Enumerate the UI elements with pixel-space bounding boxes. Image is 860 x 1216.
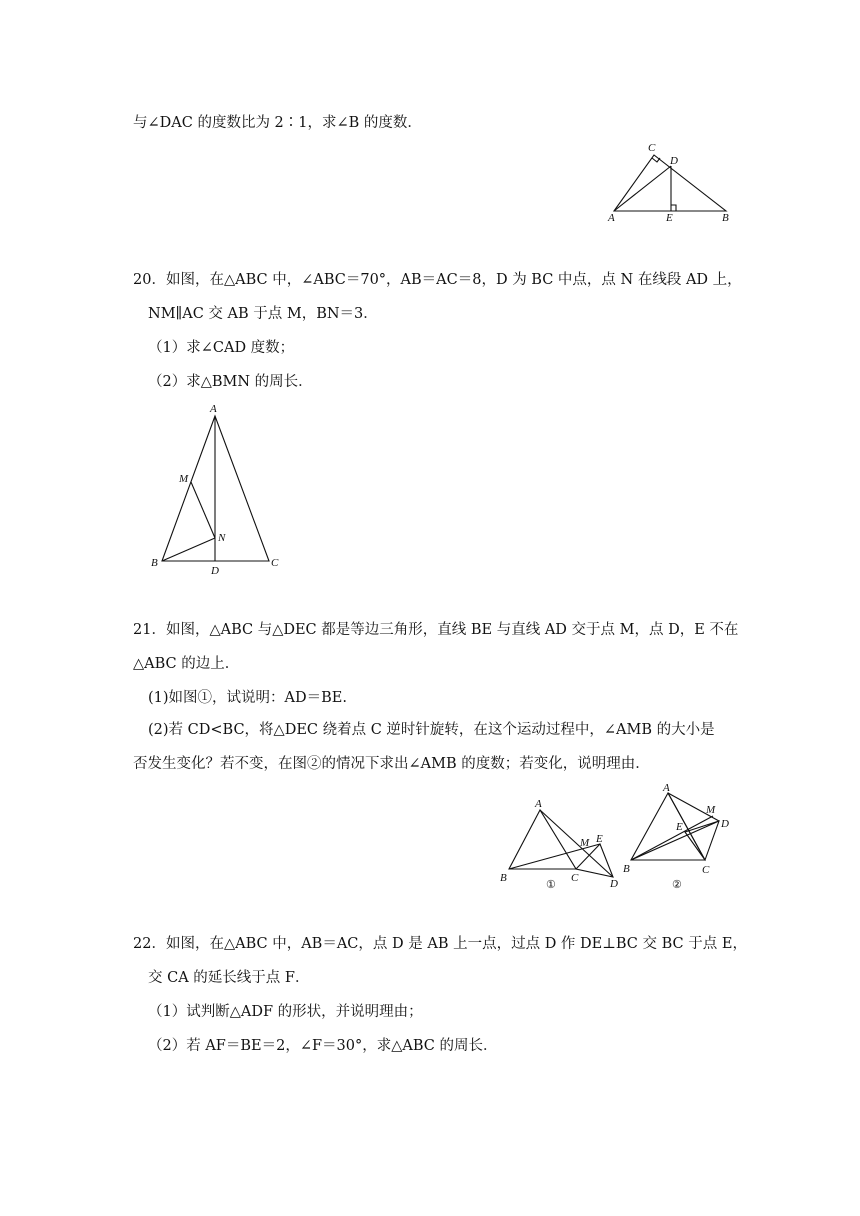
q20-sub2: （2）求△BMN 的周长．	[148, 374, 313, 390]
q21-fig2-label-c: C	[702, 864, 710, 876]
q19-label-c: C	[648, 142, 656, 154]
q20-label-n: N	[218, 532, 226, 544]
q21-figure-1	[500, 798, 618, 891]
q20-label-m: M	[179, 473, 189, 485]
q20-label-a: A	[210, 403, 217, 415]
q21-fig1-label-e: E	[596, 833, 603, 845]
q20-label-b: B	[151, 557, 158, 569]
q21-fig2-label-b: B	[623, 863, 630, 875]
q21-fig2-label-a: A	[663, 782, 670, 794]
q21-fig1-caption: ①	[546, 879, 556, 891]
q21-fig1-label-m: M	[580, 837, 590, 849]
q22-sub1: （1）试判断△ADF 的形状，并说明理由；	[148, 1004, 423, 1020]
q21-fig1-label-b: B	[500, 872, 507, 884]
q19-figure	[602, 140, 742, 230]
q21-sub2-line1: (2)若 CD<BC，将△DEC 绕着点 C 逆时针旋转，在这个运动过程中，∠AMB 的大小是	[148, 722, 715, 738]
q20-segment-bn	[162, 538, 215, 561]
q21-fig2-segment-bd	[631, 821, 719, 860]
q19-label-b: B	[722, 212, 729, 224]
q21-fig1-label-a: A	[535, 798, 542, 810]
q21-sub1: (1)如图①，试说明：AD＝BE.	[148, 690, 347, 706]
q19-label-e: E	[666, 212, 673, 224]
q21-fig2-label-e: E	[676, 821, 683, 833]
q22-text-line1: 22．如图，在△ABC 中，AB＝AC，点 D 是 AB 上一点，过点 D 作 DE⊥BC 交 BC 于点 E，	[133, 936, 747, 952]
q21-figures	[495, 780, 745, 892]
q19-right-angle-e	[671, 205, 676, 211]
q20-sub1: （1）求∠CAD 度数；	[148, 340, 295, 356]
q19-text-tail: 与∠DAC 的度数比为 2∶1，求∠B 的度数．	[133, 115, 422, 131]
q21-fig1-label-d: D	[610, 878, 618, 890]
q19-segment-ad	[614, 166, 671, 211]
q20-figure	[145, 400, 295, 580]
q21-fig2-caption: ②	[672, 879, 682, 891]
q21-fig2-label-d: D	[721, 818, 729, 830]
q21-fig2-label-m: M	[706, 804, 716, 816]
q19-label-a: A	[608, 212, 615, 224]
q20-segment-mn	[191, 482, 215, 538]
q20-text-line2: NM∥AC 交 AB 于点 M，BN＝3．	[148, 306, 378, 322]
q22-text-line2: 交 CA 的延长线于点 F．	[148, 970, 310, 986]
q21-sub2-line2: 否发生变化？若不变，在图②的情况下求出∠AMB 的度数；若变化，说明理由．	[133, 756, 650, 772]
q21-fig1-label-c: C	[571, 872, 579, 884]
q21-text-line1: 21．如图，△ABC 与△DEC 都是等边三角形，直线 BE 与直线 AD 交于点 M，点 D，E 不在	[133, 622, 739, 638]
q21-figure-2	[623, 782, 729, 891]
q19-label-d: D	[670, 155, 678, 167]
q20-label-d: D	[211, 565, 219, 577]
q20-label-c: C	[271, 557, 279, 569]
q22-sub2: （2）若 AF＝BE＝2，∠F＝30°，求△ABC 的周长．	[148, 1038, 498, 1054]
q21-text-line2: △ABC 的边上．	[133, 656, 240, 672]
q20-text-line1: 20．如图，在△ABC 中，∠ABC＝70°，AB＝AC＝8，D 为 BC 中点，点 N 在线段 AD 上，	[133, 272, 742, 288]
